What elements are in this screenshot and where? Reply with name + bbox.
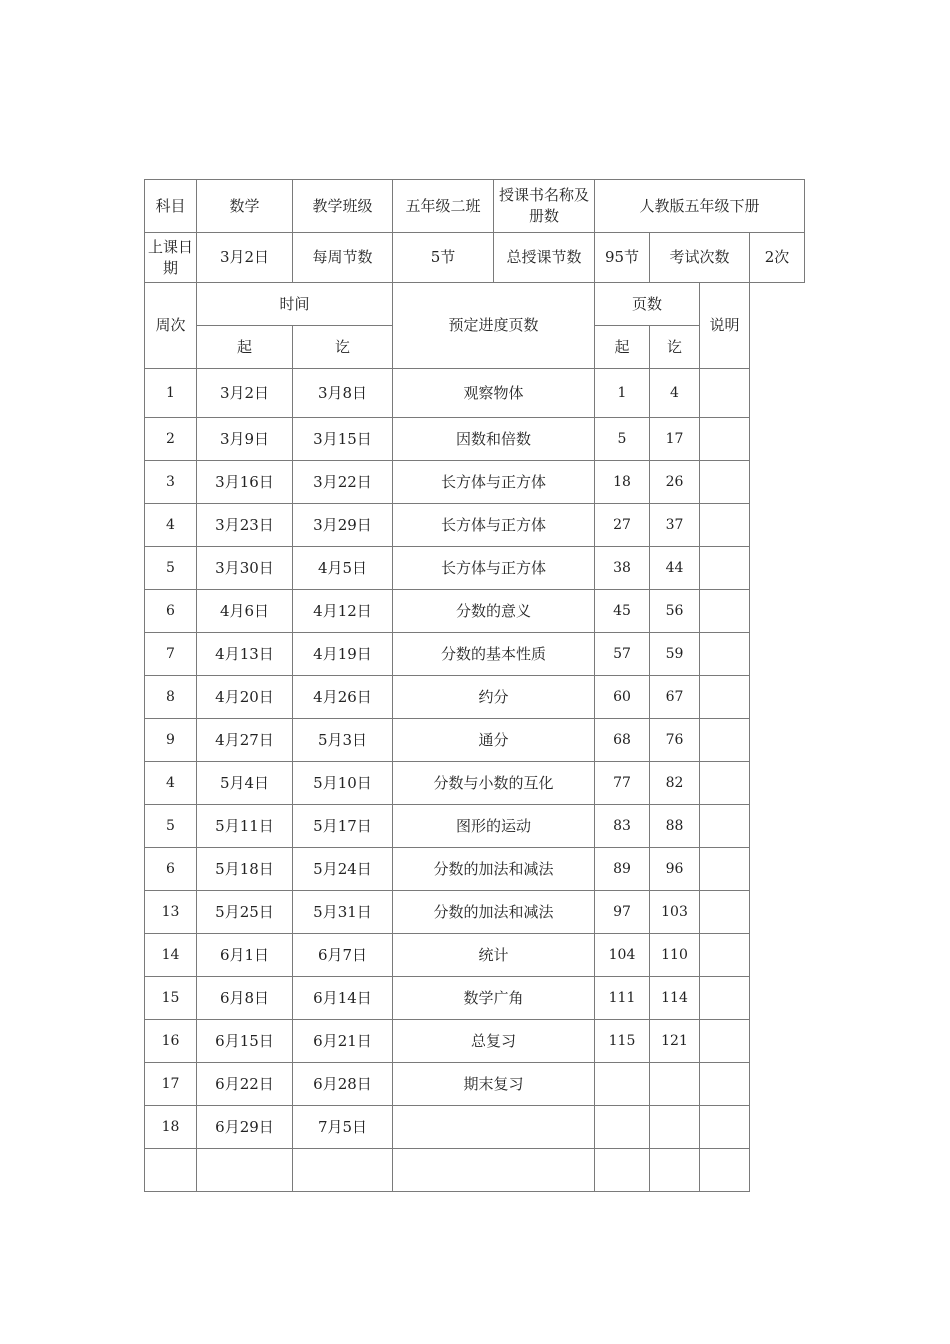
start-date-cell [197,1149,293,1192]
progress-content-cell: 分数的加法和减法 [393,848,595,891]
table-row [145,418,805,461]
progress-content-cell: 因数和倍数 [393,418,595,461]
progress-content-cell: 图形的运动 [393,805,595,848]
end-date-cell: 5月31日 [293,891,393,934]
page-to-cell: 88 [650,805,700,848]
table-row [145,547,805,590]
note-cell [700,418,750,461]
table-row [145,762,805,805]
exam-count-label: 考试次数 [650,233,750,283]
progress-content-cell: 总复习 [393,1020,595,1063]
note-cell [700,934,750,977]
page-to-cell [650,1106,700,1149]
week-header: 周次 [145,283,197,369]
end-date-cell: 5月17日 [293,805,393,848]
weekly-lessons-label: 每周节数 [293,233,393,283]
start-date-cell: 4月20日 [197,676,293,719]
note-cell [700,1020,750,1063]
page-to-cell: 26 [650,461,700,504]
start-date-cell: 4月6日 [197,590,293,633]
page-to-cell: 56 [650,590,700,633]
start-date-cell: 4月13日 [197,633,293,676]
page-to-cell: 121 [650,1020,700,1063]
total-lessons-value: 95节 [595,233,650,283]
page-to-cell: 110 [650,934,700,977]
week-cell: 5 [145,805,197,848]
note-cell [700,762,750,805]
page-from-header: 起 [595,326,650,369]
note-cell [700,504,750,547]
note-cell [700,461,750,504]
page-to-cell: 67 [650,676,700,719]
note-header: 说明 [700,283,750,369]
end-date-cell: 3月29日 [293,504,393,547]
table-row [145,1106,805,1149]
progress-content-cell: 约分 [393,676,595,719]
table-row [145,719,805,762]
header-row-schedule [145,233,805,283]
page-from-cell: 38 [595,547,650,590]
start-date-cell: 5月25日 [197,891,293,934]
week-cell: 6 [145,848,197,891]
end-date-cell: 7月5日 [293,1106,393,1149]
table-row [145,934,805,977]
page-to-cell [650,1063,700,1106]
end-date-cell: 5月3日 [293,719,393,762]
week-cell: 18 [145,1106,197,1149]
start-date-cell: 3月23日 [197,504,293,547]
week-cell: 2 [145,418,197,461]
end-date-cell: 4月5日 [293,547,393,590]
note-cell [700,676,750,719]
book-label: 授课书名称及册数 [494,180,595,233]
week-cell: 4 [145,504,197,547]
start-date-cell: 6月1日 [197,934,293,977]
page-from-cell: 111 [595,977,650,1020]
class-label: 教学班级 [293,180,393,233]
time-to-header: 讫 [293,326,393,369]
start-date-cell: 5月11日 [197,805,293,848]
table-row [145,676,805,719]
progress-header: 预定进度页数 [393,283,595,369]
page-from-cell [595,1063,650,1106]
end-date-cell: 3月22日 [293,461,393,504]
week-cell: 7 [145,633,197,676]
week-cell: 9 [145,719,197,762]
progress-content-cell: 长方体与正方体 [393,504,595,547]
time-header: 时间 [197,283,393,326]
start-date-cell: 5月4日 [197,762,293,805]
subject-label: 科目 [145,180,197,233]
note-cell [700,369,750,418]
pages-header: 页数 [595,283,700,326]
end-date-cell: 4月19日 [293,633,393,676]
table-row [145,805,805,848]
book-value: 人教版五年级下册 [595,180,805,233]
page-from-cell [595,1106,650,1149]
end-date-cell: 4月26日 [293,676,393,719]
note-cell [700,719,750,762]
week-cell: 5 [145,547,197,590]
page-from-cell: 45 [595,590,650,633]
page-to-cell: 103 [650,891,700,934]
teaching-plan-table [144,179,805,1192]
week-cell [145,1149,197,1192]
page-from-cell [595,1149,650,1192]
progress-content-cell: 观察物体 [393,369,595,418]
start-date-value: 3月2日 [197,233,293,283]
exam-count-value: 2次 [750,233,805,283]
table-row [145,633,805,676]
note-cell [700,805,750,848]
table-row [145,461,805,504]
note-cell [700,1063,750,1106]
progress-content-cell: 长方体与正方体 [393,547,595,590]
table-row [145,1149,805,1192]
note-cell [700,590,750,633]
end-date-cell: 3月8日 [293,369,393,418]
page-to-cell: 4 [650,369,700,418]
week-cell: 8 [145,676,197,719]
page-from-cell: 27 [595,504,650,547]
page-from-cell: 89 [595,848,650,891]
week-cell: 3 [145,461,197,504]
page-from-cell: 83 [595,805,650,848]
week-cell: 17 [145,1063,197,1106]
page-to-cell: 114 [650,977,700,1020]
page-to-cell: 37 [650,504,700,547]
progress-content-cell [393,1149,595,1192]
table-row [145,891,805,934]
start-date-cell: 5月18日 [197,848,293,891]
page-to-cell: 76 [650,719,700,762]
end-date-cell: 6月28日 [293,1063,393,1106]
progress-content-cell: 期末复习 [393,1063,595,1106]
end-date-cell: 6月7日 [293,934,393,977]
table-row [145,369,805,418]
time-from-header: 起 [197,326,293,369]
page-from-cell: 1 [595,369,650,418]
end-date-cell: 3月15日 [293,418,393,461]
page-to-cell: 59 [650,633,700,676]
note-cell [700,1106,750,1149]
page-from-cell: 5 [595,418,650,461]
week-cell: 15 [145,977,197,1020]
progress-content-cell: 通分 [393,719,595,762]
weekly-lessons-value: 5节 [393,233,494,283]
week-cell: 14 [145,934,197,977]
progress-content-cell: 数学广角 [393,977,595,1020]
week-cell: 4 [145,762,197,805]
week-cell: 6 [145,590,197,633]
page-from-cell: 18 [595,461,650,504]
page-from-cell: 97 [595,891,650,934]
start-date-cell: 3月16日 [197,461,293,504]
page-from-cell: 68 [595,719,650,762]
table-row [145,977,805,1020]
start-date-cell: 4月27日 [197,719,293,762]
subject-value: 数学 [197,180,293,233]
end-date-cell [293,1149,393,1192]
start-date-cell: 3月30日 [197,547,293,590]
start-date-cell: 3月2日 [197,369,293,418]
table-row [145,848,805,891]
page-to-header: 讫 [650,326,700,369]
page-from-cell: 104 [595,934,650,977]
start-date-cell: 6月8日 [197,977,293,1020]
progress-content-cell: 分数的加法和减法 [393,891,595,934]
start-date-cell: 6月29日 [197,1106,293,1149]
note-cell [700,891,750,934]
note-cell [700,633,750,676]
note-cell [700,1149,750,1192]
note-cell [700,547,750,590]
week-cell: 16 [145,1020,197,1063]
progress-content-cell: 分数与小数的互化 [393,762,595,805]
table-row [145,1063,805,1106]
note-cell [700,848,750,891]
table-row [145,1020,805,1063]
class-value: 五年级二班 [393,180,494,233]
note-cell [700,977,750,1020]
total-lessons-label: 总授课节数 [494,233,595,283]
page-to-cell: 17 [650,418,700,461]
end-date-cell: 5月10日 [293,762,393,805]
page-to-cell [650,1149,700,1192]
week-cell: 13 [145,891,197,934]
start-date-cell: 3月9日 [197,418,293,461]
start-date-cell: 6月15日 [197,1020,293,1063]
column-header-row-1 [145,283,805,326]
page-from-cell: 60 [595,676,650,719]
end-date-cell: 5月24日 [293,848,393,891]
page-from-cell: 77 [595,762,650,805]
start-date-cell: 6月22日 [197,1063,293,1106]
table-row [145,590,805,633]
header-row-subject [145,180,805,233]
page-from-cell: 57 [595,633,650,676]
page-to-cell: 82 [650,762,700,805]
progress-content-cell: 分数的意义 [393,590,595,633]
page-to-cell: 96 [650,848,700,891]
progress-content-cell: 统计 [393,934,595,977]
end-date-cell: 6月21日 [293,1020,393,1063]
progress-content-cell: 分数的基本性质 [393,633,595,676]
progress-content-cell [393,1106,595,1149]
page-from-cell: 115 [595,1020,650,1063]
end-date-cell: 6月14日 [293,977,393,1020]
progress-content-cell: 长方体与正方体 [393,461,595,504]
start-date-label: 上课日期 [145,233,197,283]
end-date-cell: 4月12日 [293,590,393,633]
table-row [145,504,805,547]
week-cell: 1 [145,369,197,418]
page-to-cell: 44 [650,547,700,590]
